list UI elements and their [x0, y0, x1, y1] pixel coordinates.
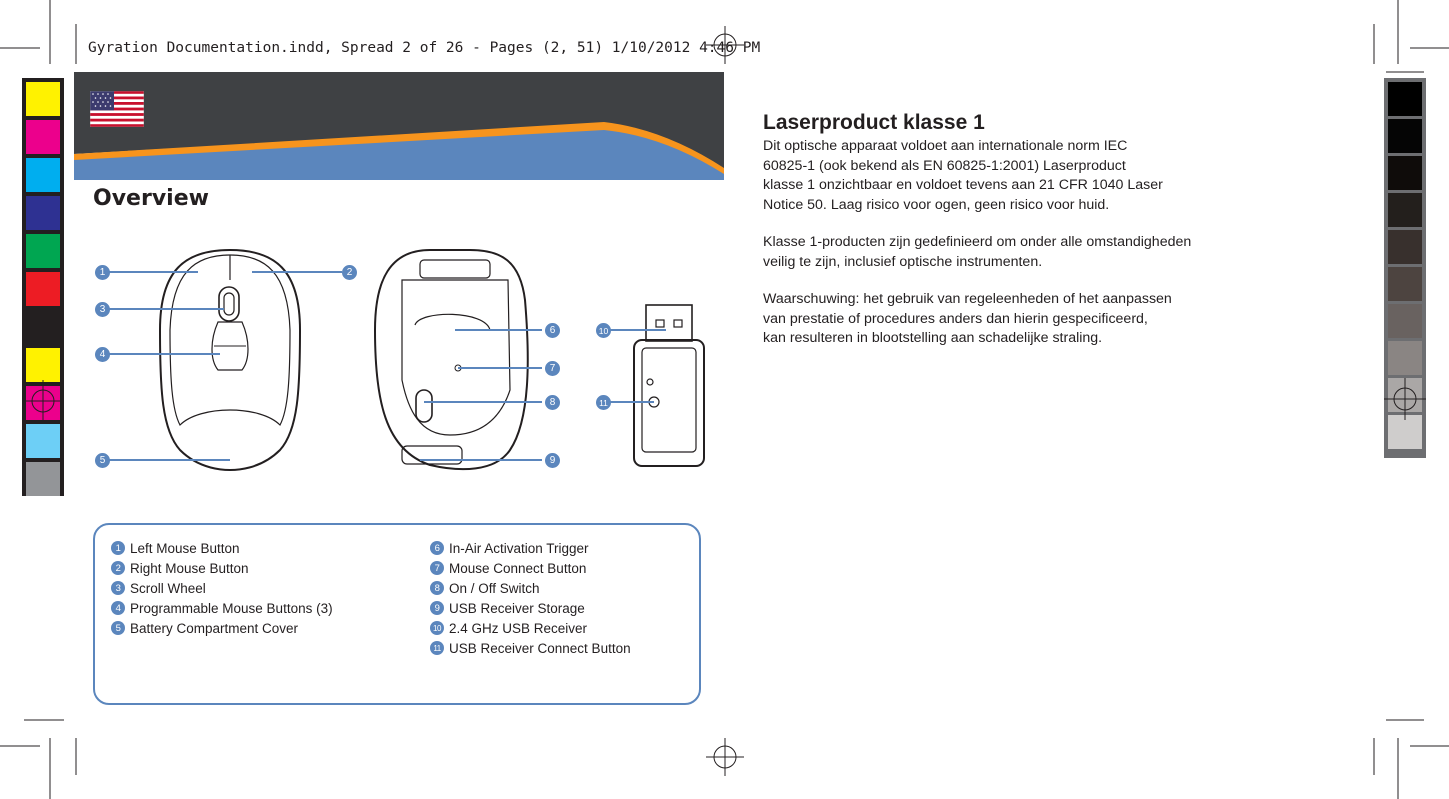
- callout-1: 1: [95, 265, 110, 280]
- text-line: Klasse 1-producten zijn gedefinieerd om onder alle omstandigheden: [763, 234, 1192, 250]
- legend-left-column: [111, 538, 333, 638]
- legend-label: 2.4 GHz USB Receiver: [449, 620, 588, 636]
- legend-number: 3: [111, 581, 125, 595]
- cmyk-color-bar: [22, 78, 64, 496]
- legend-item: [430, 618, 631, 638]
- legend-number: 4: [111, 601, 125, 615]
- text-line: klasse 1 onzichtbaar en voldoet tevens aan 21 CFR 1040 Laser: [763, 177, 1163, 193]
- legend-number: 8: [430, 581, 444, 595]
- registration-target-left: [22, 380, 64, 422]
- callout-8: 8: [545, 395, 560, 410]
- legend-number: 6: [430, 541, 444, 555]
- legend-label: USB Receiver Connect Button: [449, 640, 631, 656]
- legend-item: [430, 558, 631, 578]
- legend-item: [430, 598, 631, 618]
- registration-target-right: [1384, 378, 1426, 420]
- legend-number: 1: [111, 541, 125, 555]
- legend-number: 2: [111, 561, 125, 575]
- legend-item: [111, 618, 333, 638]
- laser-notice-article: [763, 110, 1323, 367]
- product-diagram: [90, 240, 710, 480]
- legend-label: Battery Compartment Cover: [130, 620, 299, 636]
- article-paragraph-2: [763, 233, 1323, 272]
- text-line: Waarschuwing: het gebruik van regeleenheden of het aanpassen: [763, 291, 1172, 307]
- legend-item: [111, 558, 333, 578]
- legend-right-column: [430, 538, 631, 658]
- legend-item: [430, 538, 631, 558]
- mouse-bottom-view: [375, 250, 528, 469]
- us-flag-icon: [90, 91, 144, 127]
- text-line: van prestatie of procedures anders dan hierin gespecificeerd,: [763, 310, 1148, 327]
- article-paragraph-1: [763, 137, 1323, 215]
- callout-6: 6: [545, 323, 560, 338]
- mouse-top-view: [160, 250, 300, 470]
- legend-item: [111, 578, 333, 598]
- article-title: Laserproduct klasse 1: [763, 111, 985, 134]
- legend-item: [430, 638, 631, 658]
- callout-3: 3: [95, 302, 110, 317]
- legend-label: Mouse Connect Button: [449, 560, 587, 576]
- callout-9: 9: [545, 453, 560, 468]
- legend-label: Right Mouse Button: [130, 560, 249, 576]
- legend-number: 5: [111, 621, 125, 635]
- callout-2: 2: [342, 265, 357, 280]
- callout-10: 10: [596, 323, 611, 338]
- legend-label: Programmable Mouse Buttons (3): [130, 600, 333, 616]
- callout-4: 4: [95, 347, 110, 362]
- legend-label: Left Mouse Button: [130, 540, 240, 556]
- text-line: Dit optische apparaat voldoet aan internationale norm IEC: [763, 138, 1128, 154]
- callout-7: 7: [545, 361, 560, 376]
- text-line: 60825-1 (ook bekend als EN 60825-1:2001) Laserproduct: [763, 157, 1126, 174]
- header-banner: [74, 72, 726, 180]
- legend-number: 10: [430, 621, 444, 635]
- legend-item: [111, 598, 333, 618]
- legend-item: [111, 538, 333, 558]
- text-line: Notice 50. Laag risico voor ogen, geen risico voor huid.: [763, 196, 1110, 213]
- slug-line: Gyration Documentation.indd, Spread 2 of 26 - Pages (2, 51) 1/10/2012 4:46 PM: [88, 40, 761, 56]
- article-paragraph-3: [763, 290, 1323, 349]
- overview-title: Overview: [93, 186, 209, 211]
- legend-label: Scroll Wheel: [130, 580, 206, 596]
- legend-item: [430, 578, 631, 598]
- legend-number: 11: [430, 641, 444, 655]
- text-line: kan resulteren in blootstelling aan schadelijke straling.: [763, 330, 1103, 346]
- legend-number: 9: [430, 601, 444, 615]
- legend-label: On / Off Switch: [449, 580, 540, 596]
- text-line: veilig te zijn, inclusief optische instrumenten.: [763, 253, 1043, 270]
- callout-11: 11: [596, 395, 611, 410]
- legend-label: USB Receiver Storage: [449, 600, 585, 616]
- legend-number: 7: [430, 561, 444, 575]
- legend-label: In-Air Activation Trigger: [449, 540, 589, 556]
- callout-5: 5: [95, 453, 110, 468]
